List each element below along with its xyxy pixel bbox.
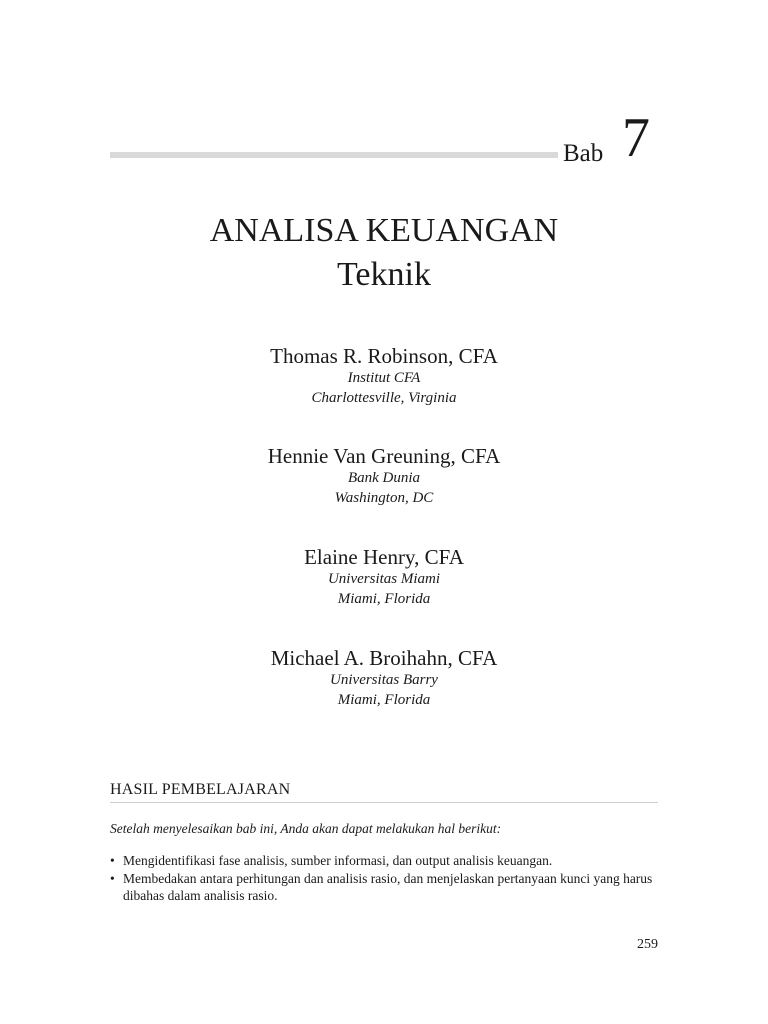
chapter-label: Bab [563, 140, 604, 167]
author-name: Michael A. Broihahn, CFA [270, 646, 498, 670]
page-number: 259 [637, 937, 658, 952]
list-item-text: Mengidentifikasi fase analisis, sumber informasi, dan output analisis keuangan. [123, 853, 553, 868]
author-location: Miami, Florida [337, 591, 431, 607]
chapter-rule [110, 152, 558, 158]
section-intro: Setelah menyelesaikan bab ini, Anda akan dapat melakukan hal berikut: [110, 821, 502, 836]
bullet-icon: • [110, 853, 115, 868]
author-location: Miami, Florida [337, 692, 431, 708]
author-name: Elaine Henry, CFA [304, 545, 464, 569]
section-heading: HASIL PEMBELAJARAN [110, 781, 291, 798]
chapter-number: 7 [622, 107, 650, 169]
list-item-text: Membedakan antara perhitungan dan analisis rasio, dan menjelaskan pertanyaan kunci yang harus dibahas dalam analisis rasio. [123, 871, 653, 903]
author-affiliation: Institut CFA [347, 370, 421, 386]
chapter-title: ANALISA KEUANGAN [209, 212, 559, 249]
author-block [0, 344, 768, 408]
author-affiliation: Universitas Miami [327, 571, 441, 587]
author-location: Washington, DC [334, 490, 434, 506]
list-item [110, 870, 658, 904]
author-affiliation: Universitas Barry [330, 672, 438, 688]
author-name: Thomas R. Robinson, CFA [270, 344, 498, 368]
list-item [110, 852, 658, 869]
author-block [0, 444, 768, 508]
author-affiliation: Bank Dunia [347, 470, 421, 486]
author-name: Hennie Van Greuning, CFA [267, 444, 501, 468]
chapter-subtitle: Teknik [337, 256, 431, 293]
author-location: Charlottesville, Virginia [311, 390, 457, 406]
author-block [0, 646, 768, 710]
author-block [0, 545, 768, 609]
bullet-icon: • [110, 871, 115, 886]
section-divider [110, 802, 658, 803]
learning-outcomes-list [110, 852, 658, 905]
